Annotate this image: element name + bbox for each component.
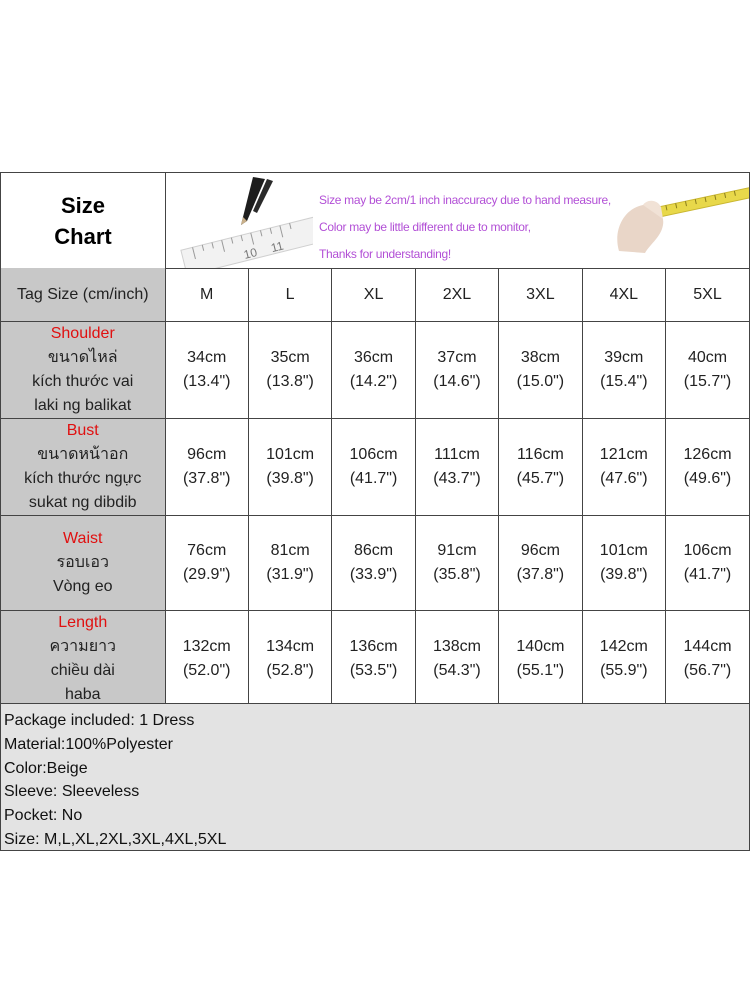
- measurement-label-cell: [1, 611, 165, 708]
- size-heading: 2XL: [415, 268, 498, 322]
- measurement-value-cell: [415, 322, 498, 419]
- info-sleeve: Sleeve: Sleeveless: [4, 783, 140, 801]
- value-inch: (33.9"): [349, 566, 398, 583]
- note-line: Color may be little different due to monitor,: [319, 220, 531, 234]
- info-pocket: Pocket: No: [4, 807, 83, 825]
- measurement-table: [1, 268, 749, 708]
- measurement-name: Length: [58, 614, 108, 631]
- note-line: Size may be 2cm/1 inch inaccuracy due to hand measure,: [319, 193, 611, 207]
- title-line-size: Size: [60, 192, 106, 218]
- value-inch: (43.7"): [433, 470, 481, 487]
- value-inch: (41.7"): [683, 566, 732, 583]
- measurement-value-cell: [332, 419, 415, 516]
- value-cm: 138cm: [432, 638, 481, 655]
- value-cm: 134cm: [266, 638, 315, 655]
- measurement-value-cell: [666, 419, 749, 516]
- measurement-row-length: [1, 611, 749, 708]
- measurement-translation: chiều dài: [50, 662, 115, 679]
- measurement-name: Shoulder: [50, 325, 115, 342]
- value-inch: (53.5"): [349, 662, 398, 679]
- value-inch: (14.6"): [433, 373, 481, 390]
- value-inch: (15.7"): [683, 373, 732, 390]
- value-inch: (39.8"): [266, 470, 314, 487]
- measurement-label-cell: [1, 516, 165, 611]
- value-inch: (37.8"): [516, 566, 565, 583]
- ruler-mark: 10: [242, 245, 259, 262]
- measurement-value-cell: [165, 516, 248, 611]
- measurement-name: Bust: [66, 422, 99, 439]
- measurement-value-cell: [666, 516, 749, 611]
- measurement-value-cell: [582, 516, 665, 611]
- size-heading: 3XL: [499, 268, 582, 322]
- value-inch: (29.9"): [182, 566, 231, 583]
- value-cm: 91cm: [437, 542, 477, 559]
- measurement-value-cell: [332, 611, 415, 708]
- measuring-tape-pencil-icon: [173, 173, 313, 268]
- measurement-notes: [319, 187, 629, 268]
- measurement-value-cell: [332, 516, 415, 611]
- value-cm: 36cm: [353, 349, 394, 366]
- measurement-row-waist: [1, 516, 749, 611]
- measurement-value-cell: [415, 419, 498, 516]
- measurement-value-cell: [582, 419, 665, 516]
- chart-header: [1, 173, 749, 269]
- measurement-label-cell: [1, 419, 165, 516]
- measurement-value-cell: [582, 611, 665, 708]
- measurement-translation: kích thước vai: [32, 373, 134, 390]
- info-material: Material:100%Polyester: [4, 735, 173, 753]
- value-cm: 86cm: [353, 542, 394, 559]
- measurement-value-cell: [415, 516, 498, 611]
- value-cm: 106cm: [683, 542, 732, 559]
- ruler-mark: 11: [269, 238, 285, 256]
- value-inch: (35.8"): [433, 566, 481, 583]
- measurement-table-body: [1, 268, 749, 708]
- value-cm: 144cm: [683, 638, 732, 655]
- note-line: Thanks for understanding!: [319, 247, 451, 261]
- measurement-translation: haba: [64, 686, 101, 703]
- value-inch: (55.9"): [600, 662, 648, 679]
- size-header-row: [1, 268, 749, 322]
- value-inch: (52.0"): [182, 662, 231, 679]
- value-cm: 76cm: [187, 542, 227, 559]
- value-inch: (14.2"): [349, 373, 398, 390]
- value-cm: 142cm: [599, 638, 648, 655]
- value-cm: 116cm: [516, 446, 564, 463]
- hand-holding-tape-icon: [609, 179, 749, 261]
- info-size: Size: M,L,XL,2XL,3XL,4XL,5XL: [4, 830, 227, 848]
- value-inch: (13.4"): [182, 373, 231, 390]
- value-cm: 40cm: [687, 349, 728, 366]
- value-inch: (31.9"): [266, 566, 314, 583]
- size-heading: 5XL: [666, 268, 749, 322]
- measurement-translation: ขนาดไหล่: [47, 349, 118, 366]
- measurement-translation: รอบเอว: [56, 554, 109, 571]
- value-inch: (55.1"): [516, 662, 565, 679]
- value-cm: 132cm: [182, 638, 231, 655]
- measurement-value-cell: [499, 516, 582, 611]
- value-cm: 101cm: [599, 542, 648, 559]
- value-cm: 140cm: [516, 638, 565, 655]
- measurement-translation: laki ng balikat: [34, 397, 132, 414]
- value-inch: (15.0"): [516, 373, 565, 390]
- value-cm: 34cm: [187, 349, 227, 366]
- measurement-value-cell: [666, 322, 749, 419]
- value-inch: (15.4"): [600, 373, 648, 390]
- measurement-value-cell: [248, 611, 331, 708]
- value-inch: (13.8"): [266, 373, 314, 390]
- measurement-label-cell: [1, 322, 165, 419]
- value-cm: 126cm: [683, 446, 732, 463]
- measurement-value-cell: [248, 322, 331, 419]
- value-cm: 106cm: [349, 446, 398, 463]
- measurement-value-cell: [332, 322, 415, 419]
- measurement-row-shoulder: [1, 322, 749, 419]
- product-info: [1, 703, 749, 850]
- measurement-translation: Vòng eo: [52, 578, 113, 595]
- value-cm: 81cm: [270, 542, 310, 559]
- measurement-name: Waist: [63, 530, 103, 547]
- value-cm: 38cm: [520, 349, 560, 366]
- value-inch: (37.8"): [182, 470, 231, 487]
- value-cm: 136cm: [349, 638, 398, 655]
- measurement-row-bust: [1, 419, 749, 516]
- value-cm: 35cm: [270, 349, 310, 366]
- value-cm: 96cm: [187, 446, 227, 463]
- value-cm: 39cm: [604, 349, 644, 366]
- value-cm: 96cm: [520, 542, 560, 559]
- measurement-value-cell: [499, 322, 582, 419]
- size-heading: XL: [332, 268, 415, 322]
- value-inch: (41.7"): [349, 470, 398, 487]
- measurement-value-cell: [248, 516, 331, 611]
- measurement-value-cell: [499, 419, 582, 516]
- size-heading: M: [165, 268, 248, 322]
- value-cm: 111cm: [434, 446, 480, 463]
- value-inch: (52.8"): [266, 662, 314, 679]
- value-cm: 121cm: [599, 446, 648, 463]
- measurement-value-cell: [582, 322, 665, 419]
- chart-title: [1, 173, 166, 268]
- measurement-value-cell: [499, 611, 582, 708]
- value-inch: (47.6"): [600, 470, 648, 487]
- tag-size-label: Tag Size (cm/inch): [1, 268, 165, 322]
- size-heading: 4XL: [582, 268, 665, 322]
- value-inch: (54.3"): [433, 662, 481, 679]
- value-inch: (39.8"): [600, 566, 648, 583]
- measurement-value-cell: [666, 611, 749, 708]
- measurement-value-cell: [165, 611, 248, 708]
- measurement-translation: kích thước ngực: [24, 470, 142, 487]
- title-line-chart: Chart: [54, 223, 112, 249]
- value-cm: 101cm: [266, 446, 315, 463]
- info-package: Package included: 1 Dress: [4, 712, 195, 729]
- measurement-value-cell: [248, 419, 331, 516]
- value-cm: 37cm: [437, 349, 477, 366]
- info-color: Color:Beige: [4, 759, 88, 777]
- size-heading: L: [248, 268, 331, 322]
- measurement-value-cell: [415, 611, 498, 708]
- size-chart: [0, 172, 750, 851]
- value-inch: (56.7"): [683, 662, 732, 679]
- measurement-translation: ความยาว: [49, 638, 117, 655]
- measurement-translation: sukat ng dibdib: [28, 494, 137, 511]
- measurement-value-cell: [165, 322, 248, 419]
- value-inch: (49.6"): [683, 470, 732, 487]
- measurement-value-cell: [165, 419, 248, 516]
- measurement-translation: ขนาดหน้าอก: [37, 446, 129, 463]
- value-inch: (45.7"): [516, 470, 565, 487]
